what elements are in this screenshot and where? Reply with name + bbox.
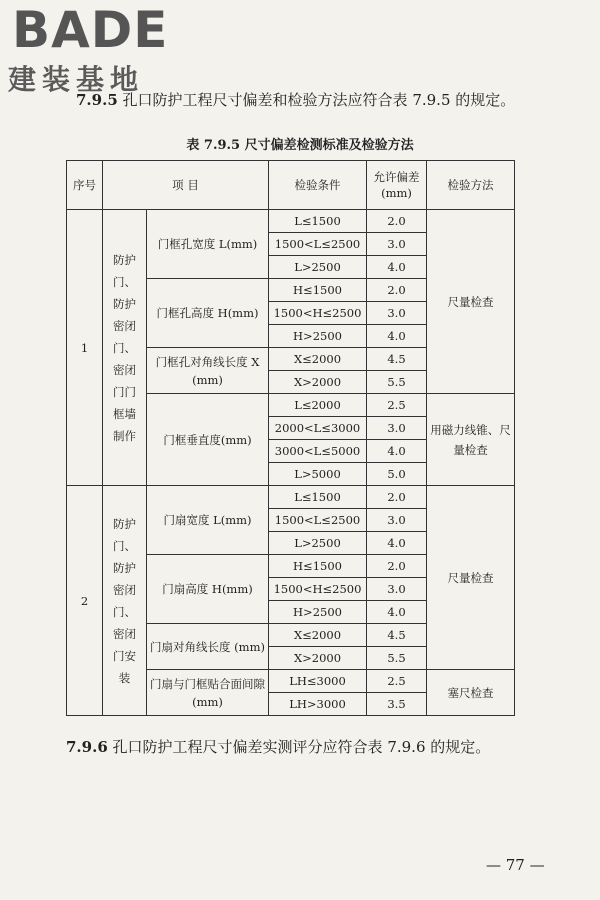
condition-cell: H>2500 <box>269 601 367 624</box>
condition-cell: 1500<H≤2500 <box>269 578 367 601</box>
item-cell: 门扇宽度 L(mm) <box>147 486 269 555</box>
clause-7-9-5 <box>76 88 516 112</box>
logo-brand: BADE <box>12 1 169 59</box>
clause-number: 7.9.5 <box>76 91 118 109</box>
tolerance-cell: 2.0 <box>367 486 427 509</box>
header-seq: 序号 <box>67 161 103 210</box>
table-row <box>67 486 515 509</box>
condition-cell: H≤1500 <box>269 279 367 302</box>
condition-cell: X≤2000 <box>269 348 367 371</box>
tolerance-cell: 3.0 <box>367 233 427 256</box>
category-cell: 防护门、防护密闭门、密闭门门框墙制作 <box>103 210 147 486</box>
tolerance-cell: 5.5 <box>367 371 427 394</box>
header-tolerance-label: 允许偏差 <box>373 170 420 184</box>
condition-cell: LH≤3000 <box>269 670 367 693</box>
condition-cell: 1500<H≤2500 <box>269 302 367 325</box>
item-cell: 门框孔高度 H(mm) <box>147 279 269 348</box>
header-method: 检验方法 <box>427 161 515 210</box>
item-cell: 门框孔对角线长度 X (mm) <box>147 348 269 394</box>
table-row <box>67 210 515 233</box>
tolerance-cell: 2.0 <box>367 279 427 302</box>
tolerance-cell: 3.5 <box>367 693 427 716</box>
category-cell: 防护门、防护密闭门、密闭门安装 <box>103 486 147 716</box>
logo-brand-cn: 建装基地 <box>8 63 145 96</box>
header-tolerance <box>367 161 427 210</box>
tolerance-cell: 2.0 <box>367 555 427 578</box>
method-cell: 尺量检查 <box>427 486 515 670</box>
tolerance-cell: 3.0 <box>367 578 427 601</box>
tolerance-cell: 2.5 <box>367 394 427 417</box>
tolerance-cell: 4.5 <box>367 624 427 647</box>
tolerance-cell: 3.0 <box>367 509 427 532</box>
tolerance-cell: 5.5 <box>367 647 427 670</box>
method-cell: 尺量检查 <box>427 210 515 394</box>
clause-text: 孔口防护工程尺寸偏差和检验方法应符合表 7.9.5 的规定。 <box>122 91 516 109</box>
clause-number: 7.9.6 <box>66 738 108 756</box>
tolerance-cell: 5.0 <box>367 463 427 486</box>
condition-cell: L≤1500 <box>269 486 367 509</box>
item-cell: 门扇与门框贴合面间隙(mm) <box>147 670 269 716</box>
method-cell: 用磁力线锥、尺量检查 <box>427 394 515 486</box>
tolerance-cell: 2.5 <box>367 670 427 693</box>
header-condition: 检验条件 <box>269 161 367 210</box>
watermark-logo <box>2 2 202 102</box>
condition-cell: L>5000 <box>269 463 367 486</box>
tolerance-cell: 4.5 <box>367 348 427 371</box>
condition-cell: L≤2000 <box>269 394 367 417</box>
condition-cell: X>2000 <box>269 647 367 670</box>
tolerance-cell: 4.0 <box>367 601 427 624</box>
tolerance-cell: 3.0 <box>367 417 427 440</box>
clause-7-9-6 <box>66 735 546 759</box>
tolerance-cell: 4.0 <box>367 440 427 463</box>
item-cell: 门框孔宽度 L(mm) <box>147 210 269 279</box>
header-item: 项 目 <box>103 161 269 210</box>
condition-cell: 1500<L≤2500 <box>269 233 367 256</box>
method-cell: 塞尺检查 <box>427 670 515 716</box>
condition-cell: X>2000 <box>269 371 367 394</box>
tolerance-table <box>66 160 515 716</box>
condition-cell: LH>3000 <box>269 693 367 716</box>
condition-cell: L>2500 <box>269 532 367 555</box>
table-caption: 表 7.9.5 尺寸偏差检测标准及检验方法 <box>186 138 414 153</box>
condition-cell: X≤2000 <box>269 624 367 647</box>
page-number: — 77 — <box>486 856 545 874</box>
item-cell: 门扇对角线长度 (mm) <box>147 624 269 670</box>
condition-cell: 2000<L≤3000 <box>269 417 367 440</box>
condition-cell: H≤1500 <box>269 555 367 578</box>
seq-cell: 2 <box>67 486 103 716</box>
table-header-row <box>67 161 515 210</box>
tolerance-cell: 2.0 <box>367 210 427 233</box>
header-tolerance-unit: (mm) <box>381 186 412 200</box>
item-cell: 门扇高度 H(mm) <box>147 555 269 624</box>
condition-cell: 1500<L≤2500 <box>269 509 367 532</box>
condition-cell: 3000<L≤5000 <box>269 440 367 463</box>
tolerance-cell: 4.0 <box>367 256 427 279</box>
condition-cell: H>2500 <box>269 325 367 348</box>
tolerance-cell: 3.0 <box>367 302 427 325</box>
condition-cell: L≤1500 <box>269 210 367 233</box>
condition-cell: L>2500 <box>269 256 367 279</box>
tolerance-cell: 4.0 <box>367 325 427 348</box>
seq-cell: 1 <box>67 210 103 486</box>
item-cell: 门框垂直度(mm) <box>147 394 269 486</box>
tolerance-cell: 4.0 <box>367 532 427 555</box>
clause-text: 孔口防护工程尺寸偏差实测评分应符合表 7.9.6 的规定。 <box>112 738 491 756</box>
